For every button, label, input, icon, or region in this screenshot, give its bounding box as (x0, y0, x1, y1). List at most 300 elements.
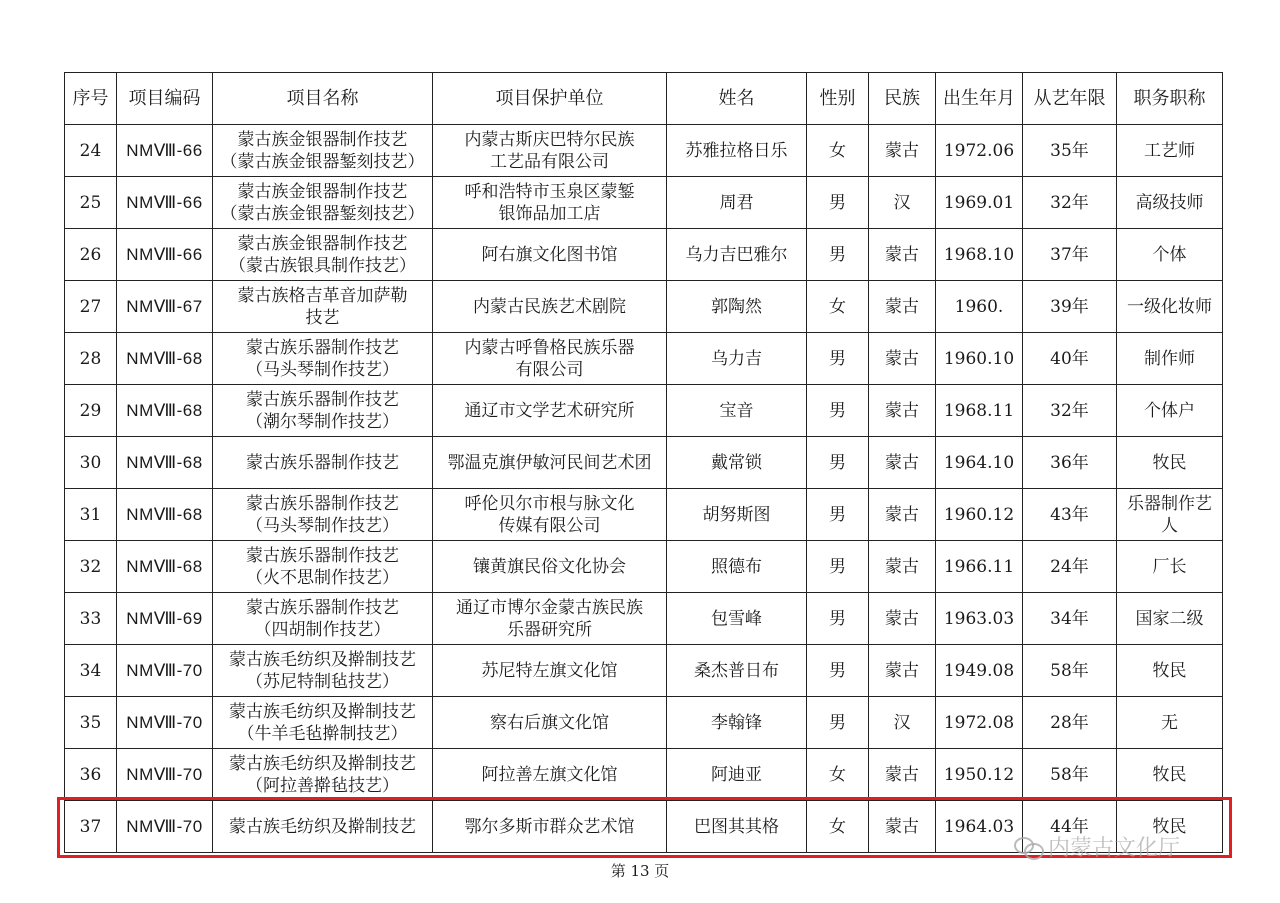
cell-gender-line: 男 (829, 192, 846, 213)
cell-ethnicity (869, 645, 936, 697)
cell-project-name-line: 技艺 (305, 307, 340, 328)
cell-birth (936, 593, 1023, 645)
cell-project-name-line: （牛羊毛毡擀制技艺） (237, 723, 408, 744)
cell-protection-unit (433, 645, 667, 697)
cell-protection-unit-line: 察右后旗文化馆 (490, 712, 609, 733)
cell-protection-unit (433, 541, 667, 593)
cell-title-line: 高级技师 (1135, 192, 1204, 213)
cell-birth (936, 697, 1023, 749)
cell-serial-line: 34 (79, 660, 102, 681)
cell-gender (807, 177, 869, 229)
cell-project-name-line: （蒙古族金银器錾刻技艺） (220, 151, 425, 172)
cell-serial-line: 31 (79, 504, 102, 525)
cell-birth (936, 177, 1023, 229)
cell-ethnicity-line: 蒙古 (885, 504, 919, 525)
cell-ethnicity-line: 蒙古 (885, 608, 919, 629)
cell-title (1117, 489, 1223, 541)
cell-title-line: 牧民 (1152, 816, 1187, 837)
cell-birth-line: 1960.10 (943, 348, 1015, 369)
cell-code-line: NMⅧ-70 (126, 816, 203, 836)
cell-name-line: 包雪峰 (711, 608, 762, 629)
cell-project-name-line: 蒙古族乐器制作技艺 (246, 597, 399, 618)
cell-protection-unit (433, 385, 667, 437)
cell-birth (936, 125, 1023, 177)
cell-ethnicity-line: 汉 (893, 192, 911, 213)
cell-project-name-line: 蒙古族毛纺织及擀制技艺 (229, 753, 416, 774)
cell-serial-line: 28 (79, 348, 102, 369)
cell-serial (65, 385, 117, 437)
cell-protection-unit-line: 工艺品有限公司 (490, 151, 609, 172)
cell-birth-line: 1968.10 (943, 244, 1015, 265)
cell-title-line: 工艺师 (1144, 140, 1195, 161)
cell-protection-unit (433, 281, 667, 333)
cell-title-line: 牧民 (1152, 764, 1187, 785)
table-row (65, 437, 1223, 489)
cell-project-name-line: （蒙古族银具制作技艺） (229, 255, 416, 276)
cell-ethnicity-line: 蒙古 (885, 452, 919, 473)
cell-serial (65, 489, 117, 541)
cell-gender (807, 125, 869, 177)
cell-code-line: NMⅧ-70 (126, 764, 203, 784)
cell-gender-line: 女 (829, 140, 846, 161)
cell-name-line: 巴图其其格 (694, 816, 779, 837)
cell-code (117, 697, 213, 749)
cell-serial-line: 24 (79, 140, 102, 161)
cell-project-name (213, 333, 433, 385)
cell-protection-unit-line: 乐器研究所 (507, 619, 592, 640)
cell-project-name (213, 749, 433, 801)
header-protection-unit: 项目保护单位 (433, 73, 667, 125)
cell-ethnicity (869, 125, 936, 177)
cell-project-name-line: 蒙古族乐器制作技艺 (246, 337, 399, 358)
cell-ethnicity-line: 蒙古 (885, 348, 919, 369)
cell-title (1117, 645, 1223, 697)
cell-gender-line: 男 (829, 712, 846, 733)
cell-code (117, 749, 213, 801)
cell-birth-line: 1964.10 (943, 452, 1015, 473)
cell-project-name-line: 蒙古族金银器制作技艺 (237, 181, 408, 202)
cell-serial (65, 177, 117, 229)
cell-name-line: 乌力吉巴雅尔 (685, 244, 788, 265)
heritage-inheritor-table (64, 72, 1223, 853)
cell-years (1023, 541, 1117, 593)
header-name: 姓名 (667, 73, 807, 125)
cell-ethnicity (869, 593, 936, 645)
cell-project-name-line: 蒙古族毛纺织及擀制技艺 (229, 701, 416, 722)
cell-name-line: 乌力吉 (711, 348, 762, 369)
cell-gender-line: 男 (829, 556, 846, 577)
cell-birth (936, 645, 1023, 697)
cell-name (667, 437, 807, 489)
cell-protection-unit (433, 697, 667, 749)
cell-birth-line: 1969.01 (943, 192, 1015, 213)
cell-project-name-line: （潮尔琴制作技艺） (246, 411, 399, 432)
cell-title (1117, 437, 1223, 489)
cell-name (667, 385, 807, 437)
cell-years (1023, 489, 1117, 541)
header-gender: 性别 (807, 73, 869, 125)
header-title: 职务职称 (1117, 73, 1223, 125)
cell-title-line: 牧民 (1152, 660, 1187, 681)
cell-birth (936, 281, 1023, 333)
cell-protection-unit-line: 阿右旗文化图书馆 (481, 244, 618, 265)
cell-serial-line: 29 (79, 400, 102, 421)
cell-birth-line: 1963.03 (943, 608, 1015, 629)
cell-name-line: 李翰锋 (711, 712, 762, 733)
cell-years-line: 58年 (1050, 660, 1089, 681)
cell-ethnicity-line: 蒙古 (885, 244, 919, 265)
cell-birth-line: 1972.06 (943, 140, 1015, 161)
page-number: 第 13 页 (610, 862, 670, 880)
cell-title-line: 厂长 (1152, 556, 1187, 577)
cell-title-line: 乐器制作艺人 (1127, 493, 1212, 536)
cell-years-line: 32年 (1050, 192, 1089, 213)
cell-serial (65, 749, 117, 801)
cell-serial (65, 125, 117, 177)
cell-serial (65, 645, 117, 697)
cell-protection-unit-line: 呼和浩特市玉泉区蒙錾 (464, 181, 635, 202)
watermark (1014, 831, 1180, 862)
cell-protection-unit (433, 489, 667, 541)
cell-ethnicity (869, 437, 936, 489)
cell-code (117, 281, 213, 333)
cell-years (1023, 697, 1117, 749)
cell-title-line: 个体 (1152, 244, 1187, 265)
cell-code-line: NMⅧ-68 (126, 400, 203, 420)
cell-serial-line: 36 (79, 764, 102, 785)
cell-gender-line: 女 (829, 816, 846, 837)
cell-project-name-line: 蒙古族毛纺织及擀制技艺 (229, 816, 416, 837)
cell-name (667, 229, 807, 281)
cell-project-name (213, 541, 433, 593)
cell-gender (807, 489, 869, 541)
cell-protection-unit-line: 通辽市博尔金蒙古族民族 (456, 597, 643, 618)
cell-project-name-line: 蒙古族金银器制作技艺 (237, 233, 408, 254)
cell-project-name-line: （火不思制作技艺） (246, 567, 399, 588)
cell-title (1117, 593, 1223, 645)
table-row (65, 229, 1223, 281)
cell-project-name-line: 蒙古族毛纺织及擀制技艺 (229, 649, 416, 670)
cell-protection-unit-line: 镶黄旗民俗文化协会 (473, 556, 626, 577)
cell-years-line: 36年 (1050, 452, 1089, 473)
cell-serial-line: 26 (79, 244, 102, 265)
cell-gender-line: 男 (829, 608, 846, 629)
cell-protection-unit-line: 银饰品加工店 (498, 203, 601, 224)
cell-years-line: 35年 (1050, 140, 1089, 161)
cell-ethnicity-line: 蒙古 (885, 816, 919, 837)
cell-project-name (213, 593, 433, 645)
cell-years-line: 34年 (1050, 608, 1089, 629)
cell-name-line: 苏雅拉格日乐 (685, 140, 788, 161)
header-years: 从艺年限 (1023, 73, 1117, 125)
cell-serial-line: 27 (79, 296, 102, 317)
table-header-row (65, 73, 1223, 125)
cell-protection-unit-line: 鄂尔多斯市群众艺术馆 (464, 816, 635, 837)
cell-protection-unit-line: 鄂温克旗伊敏河民间艺术团 (447, 452, 652, 473)
cell-years-line: 24年 (1050, 556, 1089, 577)
cell-title-line: 一级化妆师 (1127, 296, 1212, 317)
cell-gender-line: 男 (829, 400, 846, 421)
cell-ethnicity (869, 333, 936, 385)
cell-ethnicity (869, 489, 936, 541)
cell-code-line: NMⅧ-68 (126, 452, 203, 472)
table-row (65, 489, 1223, 541)
cell-years-line: 43年 (1050, 504, 1089, 525)
cell-years (1023, 593, 1117, 645)
cell-protection-unit (433, 437, 667, 489)
cell-protection-unit (433, 177, 667, 229)
cell-birth (936, 437, 1023, 489)
cell-code (117, 489, 213, 541)
cell-title-line: 个体户 (1144, 400, 1195, 421)
cell-serial (65, 281, 117, 333)
cell-years-line: 32年 (1050, 400, 1089, 421)
cell-protection-unit-line: 有限公司 (515, 359, 584, 380)
cell-name-line: 戴常锁 (711, 452, 762, 473)
cell-title-line: 无 (1161, 712, 1178, 733)
cell-ethnicity (869, 281, 936, 333)
cell-code-line: NMⅧ-66 (126, 192, 203, 212)
cell-title (1117, 697, 1223, 749)
cell-code-line: NMⅧ-66 (126, 140, 203, 160)
cell-code-line: NMⅧ-68 (126, 348, 203, 368)
cell-protection-unit (433, 333, 667, 385)
cell-gender (807, 437, 869, 489)
cell-code (117, 333, 213, 385)
cell-gender-line: 女 (829, 296, 846, 317)
cell-code-line: NMⅧ-70 (126, 712, 203, 732)
cell-name-line: 宝音 (719, 400, 754, 421)
cell-protection-unit-line: 内蒙古斯庆巴特尔民族 (464, 129, 635, 150)
cell-years (1023, 333, 1117, 385)
cell-birth-line: 1972.08 (943, 712, 1015, 733)
cell-birth (936, 541, 1023, 593)
cell-name (667, 593, 807, 645)
cell-gender-line: 男 (829, 660, 846, 681)
cell-years (1023, 177, 1117, 229)
cell-ethnicity-line: 蒙古 (885, 660, 919, 681)
cell-serial-line: 25 (79, 192, 102, 213)
cell-name (667, 645, 807, 697)
cell-code (117, 645, 213, 697)
table-row (65, 177, 1223, 229)
cell-title (1117, 333, 1223, 385)
cell-code-line: NMⅧ-67 (126, 296, 203, 316)
cell-protection-unit (433, 229, 667, 281)
cell-protection-unit (433, 749, 667, 801)
cell-gender (807, 697, 869, 749)
cell-project-name-line: 蒙古族乐器制作技艺 (246, 545, 399, 566)
cell-code (117, 177, 213, 229)
cell-name (667, 125, 807, 177)
table-row (65, 697, 1223, 749)
cell-project-name (213, 489, 433, 541)
cell-ethnicity (869, 749, 936, 801)
cell-project-name-line: （四胡制作技艺） (254, 619, 391, 640)
table-row (65, 645, 1223, 697)
cell-project-name (213, 697, 433, 749)
header-project-name: 项目名称 (213, 73, 433, 125)
cell-ethnicity (869, 385, 936, 437)
cell-protection-unit-line: 传媒有限公司 (498, 515, 601, 536)
cell-project-name (213, 437, 433, 489)
cell-birth (936, 229, 1023, 281)
cell-birth-line: 1966.11 (943, 556, 1015, 577)
cell-code-line: NMⅧ-68 (126, 504, 203, 524)
cell-project-name (213, 229, 433, 281)
cell-code (117, 593, 213, 645)
cell-protection-unit-line: 苏尼特左旗文化馆 (481, 660, 618, 681)
cell-gender (807, 333, 869, 385)
cell-ethnicity-line: 蒙古 (885, 296, 919, 317)
cell-ethnicity (869, 229, 936, 281)
cell-title (1117, 385, 1223, 437)
cell-project-name (213, 125, 433, 177)
cell-gender-line: 男 (829, 452, 846, 473)
cell-birth (936, 385, 1023, 437)
cell-project-name-line: 蒙古族格吉革音加萨勒 (237, 285, 408, 306)
cell-years (1023, 281, 1117, 333)
cell-gender (807, 385, 869, 437)
cell-gender (807, 593, 869, 645)
header-ethnicity: 民族 (869, 73, 936, 125)
table-row (65, 749, 1223, 801)
cell-name (667, 749, 807, 801)
cell-code-line: NMⅧ-68 (126, 556, 203, 576)
cell-birth (936, 749, 1023, 801)
cell-protection-unit-line: 通辽市文学艺术研究所 (464, 400, 635, 421)
cell-gender-line: 女 (829, 764, 846, 785)
cell-ethnicity-line: 蒙古 (885, 400, 919, 421)
cell-gender-line: 男 (829, 348, 846, 369)
cell-name-line: 照德布 (711, 556, 762, 577)
cell-project-name (213, 385, 433, 437)
cell-birth-line: 1960.12 (943, 504, 1015, 525)
cell-name-line: 桑杰普日布 (694, 660, 779, 681)
table-row (65, 593, 1223, 645)
cell-project-name-line: （马头琴制作技艺） (246, 359, 399, 380)
cell-title-line: 制作师 (1144, 348, 1195, 369)
cell-years-line: 37年 (1050, 244, 1089, 265)
cell-gender (807, 541, 869, 593)
cell-serial-line: 37 (79, 816, 102, 837)
cell-serial (65, 593, 117, 645)
header-serial: 序号 (65, 73, 117, 125)
cell-name-line: 阿迪亚 (711, 764, 762, 785)
cell-ethnicity-line: 蒙古 (885, 556, 919, 577)
cell-years-line: 39年 (1050, 296, 1089, 317)
cell-birth-line: 1968.11 (943, 400, 1015, 421)
cell-ethnicity (869, 697, 936, 749)
cell-name (667, 541, 807, 593)
cell-title-line: 国家二级 (1135, 608, 1204, 629)
cell-ethnicity-line: 汉 (893, 712, 911, 733)
cell-code (117, 541, 213, 593)
cell-code (117, 385, 213, 437)
cell-code-line: NMⅧ-70 (126, 660, 203, 680)
cell-title (1117, 229, 1223, 281)
cell-years (1023, 385, 1117, 437)
cell-title (1117, 541, 1223, 593)
cell-ethnicity (869, 541, 936, 593)
cell-birth-line: 1949.08 (943, 660, 1015, 681)
cell-code-line: NMⅧ-69 (126, 608, 203, 628)
cell-gender (807, 645, 869, 697)
cell-ethnicity-line: 蒙古 (885, 764, 919, 785)
table-row (65, 385, 1223, 437)
cell-birth (936, 333, 1023, 385)
cell-project-name-line: 蒙古族乐器制作技艺 (246, 452, 399, 473)
cell-gender-line: 男 (829, 504, 846, 525)
cell-birth-line: 1960. (954, 296, 1004, 317)
cell-serial-line: 33 (79, 608, 102, 629)
cell-years-line: 44年 (1050, 816, 1089, 837)
cell-name (667, 697, 807, 749)
cell-ethnicity (869, 177, 936, 229)
cell-ethnicity-line: 蒙古 (885, 140, 919, 161)
cell-years-line: 58年 (1050, 764, 1089, 785)
cell-project-name (213, 645, 433, 697)
cell-birth-line: 1950.12 (943, 764, 1015, 785)
cell-project-name (213, 281, 433, 333)
cell-years (1023, 229, 1117, 281)
cell-name (667, 489, 807, 541)
cell-project-name-line: （马头琴制作技艺） (246, 515, 399, 536)
cell-birth-line: 1964.03 (943, 816, 1015, 837)
cell-name-line: 胡努斯图 (702, 504, 771, 525)
cell-gender-line: 男 (829, 244, 846, 265)
cell-years (1023, 125, 1117, 177)
cell-serial-line: 35 (79, 712, 102, 733)
cell-serial (65, 541, 117, 593)
cell-name (667, 333, 807, 385)
cell-project-name (213, 177, 433, 229)
cell-name-line: 郭陶然 (711, 296, 762, 317)
cell-protection-unit-line: 内蒙古民族艺术剧院 (473, 296, 626, 317)
table-row (65, 333, 1223, 385)
cell-protection-unit-line: 内蒙古呼鲁格民族乐器 (464, 337, 635, 358)
cell-years (1023, 645, 1117, 697)
cell-serial (65, 437, 117, 489)
cell-project-name-line: （阿拉善擀毡技艺） (246, 775, 399, 796)
cell-birth (936, 489, 1023, 541)
header-code: 项目编码 (117, 73, 213, 125)
cell-gender (807, 749, 869, 801)
header-birth: 出生年月 (936, 73, 1023, 125)
cell-title-line: 牧民 (1152, 452, 1187, 473)
cell-gender (807, 229, 869, 281)
cell-title (1117, 749, 1223, 801)
cell-serial (65, 229, 117, 281)
cell-code (117, 437, 213, 489)
cell-serial (65, 333, 117, 385)
table-row (65, 125, 1223, 177)
cell-project-name-line: 蒙古族乐器制作技艺 (246, 493, 399, 514)
table-row (65, 541, 1223, 593)
cell-protection-unit (433, 125, 667, 177)
cell-code (117, 229, 213, 281)
cell-name (667, 177, 807, 229)
cell-title (1117, 125, 1223, 177)
cell-name-line: 周君 (719, 192, 754, 213)
cell-years (1023, 749, 1117, 801)
cell-title (1117, 281, 1223, 333)
cell-title (1117, 177, 1223, 229)
watermark-text: 内蒙古文化厅 (1048, 836, 1181, 861)
table-body (65, 125, 1223, 853)
cell-name (667, 281, 807, 333)
cell-code-line: NMⅧ-66 (126, 244, 203, 264)
